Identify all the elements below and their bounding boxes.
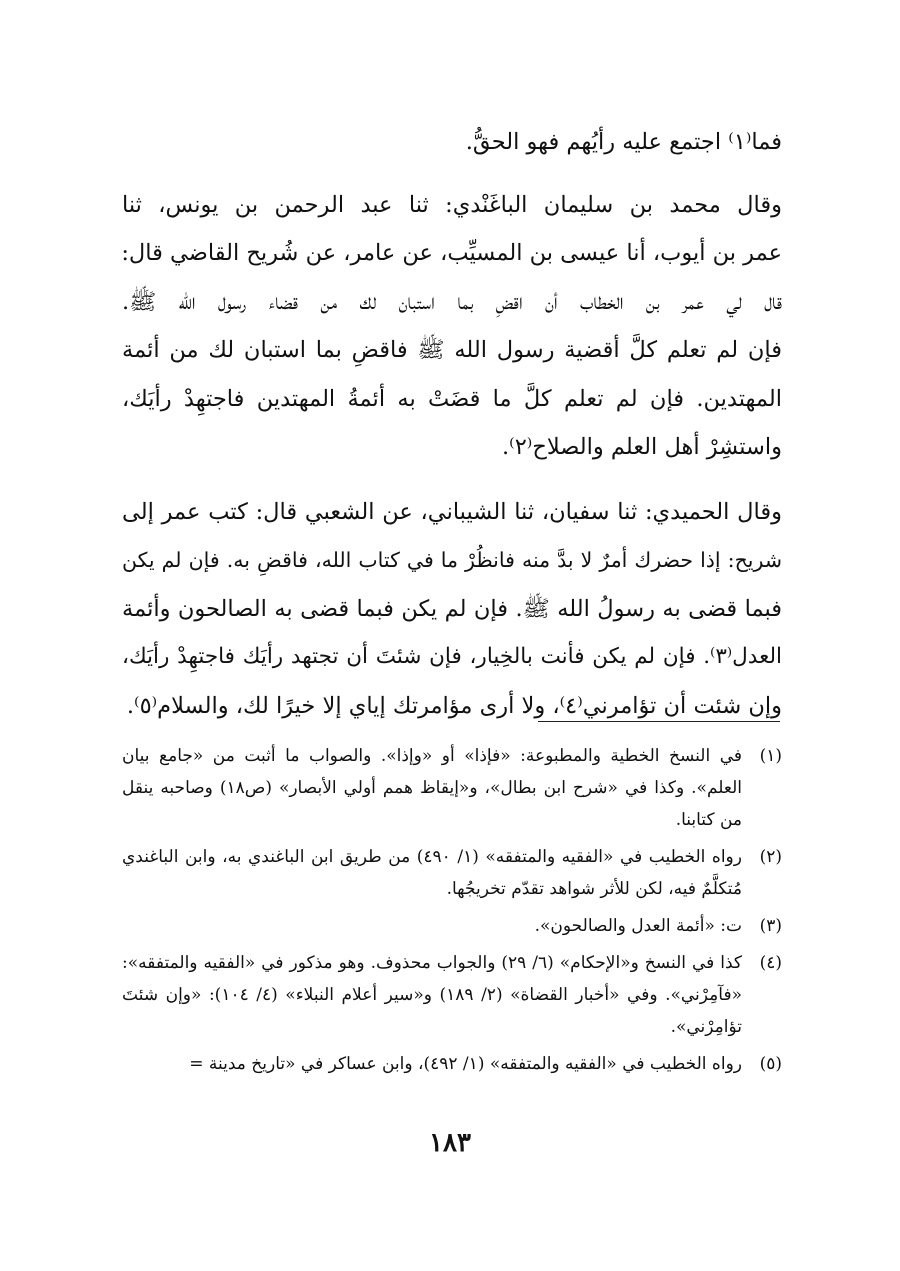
paragraph-3 <box>122 488 782 731</box>
footnote-divider <box>538 721 780 722</box>
footnote-number: (٥) <box>759 1054 782 1074</box>
footnote-number: (٣) <box>759 916 782 936</box>
text-line: واستشِرْ أهل العلم والصلاح⁽٢⁾. <box>502 434 782 460</box>
footnote-text: رواه الخطيب في «الفقيه والمتفقه» (١/ ٤٩٠) من طريق ابن الباغندي به، وابن الباغندي مُتكلَّمٌ فيه، لكن للأثر شواهد تقدّم تخريجُها. <box>122 847 742 899</box>
text-line: عمر بن أيوب، أنا عيسى بن المسيِّب، عن عامر، عن شُريح القاضي قال: <box>121 240 782 266</box>
footnote-number: (١) <box>759 746 782 766</box>
footnote-2 <box>122 841 782 905</box>
text-line: فإن لم تعلم كلَّ أقضية رسول الله ﷺ فاقضِ بما استبان لك من أئمة <box>122 337 782 363</box>
footnote-4 <box>122 947 782 1043</box>
paragraph-1 <box>122 118 782 167</box>
text-line: فما⁽١⁾ اجتمع عليه رأيُهم فهو الحقُّ. <box>465 129 782 155</box>
footnote-text: رواه الخطيب في «الفقيه والمتفقه» (١/ ٤٩٢)، وابن عساكر في «تاريخ مدينة = <box>189 1054 742 1074</box>
footnote-1 <box>122 740 782 836</box>
page-number: ١٨٣ <box>429 1128 471 1158</box>
text-line: شريح: إذا حضرك أمرٌ لا بدَّ منه فانظُرْ ما في كتاب الله، فاقضِ به. فإن لم يكن <box>122 548 782 572</box>
paragraph-2 <box>122 181 782 472</box>
text-line: العدل⁽٣⁾. فإن لم يكن فأنت بالخِيار، فإن شئتَ أن تجتهد رأيَك فاجتهِدْ رأيَك، <box>122 644 782 669</box>
text-line: المهتدين. فإن لم تعلم كلَّ ما قضَتْ به أئمةُ المهتدين فاجتهِدْ رأيَك، <box>122 385 782 412</box>
footnotes-section <box>122 740 782 1085</box>
text-line: وإن شئت أن تؤامرني⁽٤⁾، ولا أرى مؤامرتك إياي إلا خيرًا لك، والسلام⁽٥⁾. <box>126 692 782 719</box>
text-line: وقال محمد بن سليمان الباغَنْدي: ثنا عبد الرحمن بن يونس، ثنا <box>122 191 782 218</box>
footnote-5 <box>122 1048 782 1080</box>
footnote-3 <box>122 910 782 942</box>
text-line: قال لي عمر بن الخطاب أن اقضِ بما استبان لك من قضاء رسول الله ﷺ. <box>122 288 782 315</box>
footnote-text: كذا في النسخ و«الإحكام» (٦/ ٢٩) والجواب محذوف. وهو مذكور في «الفقيه والمتفقه»: «فآمِرْني». وفي «أخبار القضاة» (٢/ ١٨٩) و«سير أعلام النبلاء» (٤/ ١٠٤): «وإن شئتَ تؤامِرْني». <box>122 953 742 1037</box>
text-line: وقال الحميدي: ثنا سفيان، ثنا الشيباني، عن الشعبي قال: كتب عمر إلى <box>122 498 782 525</box>
footnote-number: (٤) <box>759 953 782 973</box>
footnote-text: ت: «أئمة العدل والصالحون». <box>534 916 742 936</box>
footnote-number: (٢) <box>759 847 782 867</box>
footnote-text: في النسخ الخطية والمطبوعة: «فإذا» أو «وإذا». والصواب ما أثبت من «جامع بيان العلم». وكذا في «شرح ابن بطال»، و«إيقاظ همم أولي الأبصار» (ص١٨) وصاحبه ينقل من كتابنا. <box>122 746 742 830</box>
text-line: فبما قضى به رسولُ الله ﷺ. فإن لم يكن فبما قضى به الصالحون وأئمة <box>122 595 782 622</box>
main-text <box>122 118 782 730</box>
